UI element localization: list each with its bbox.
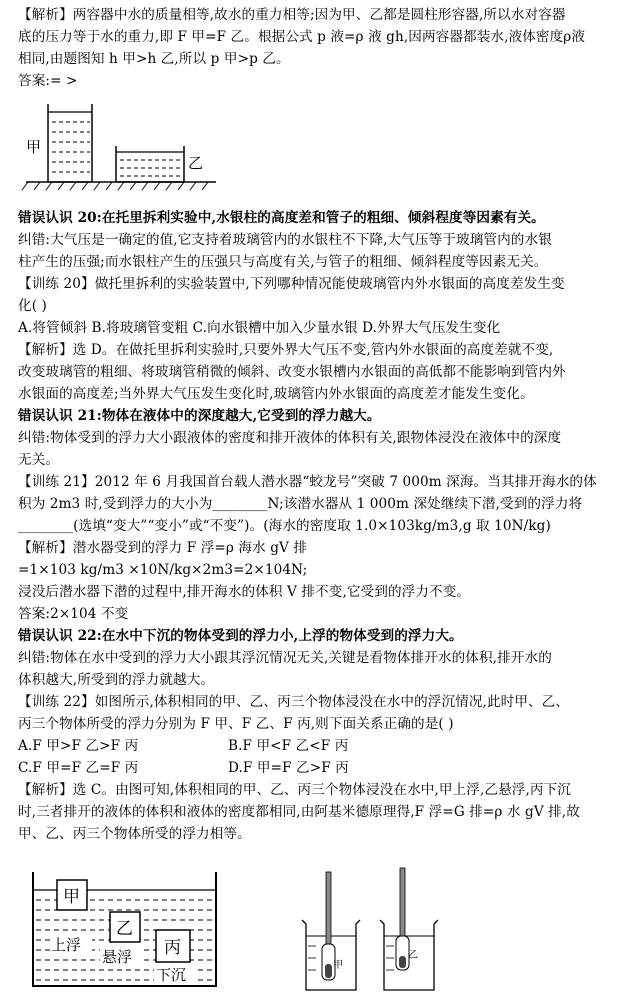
error20-analysis-2: 改变玻璃管的粗细、将玻璃管稍微的倾斜、改变水银槽内水银面的高低都不能影响到管内外 <box>18 364 566 380</box>
error21-answer: 答案:2×104 不变 <box>18 606 129 622</box>
error22-options-row1 <box>18 735 623 757</box>
error20-analysis-3: 水银面的高度差;当外界大气压发生变化时,玻璃管内外水银面的高度差才能发生变化。 <box>18 386 534 402</box>
error22-title: 错误认识 22:在水中下沉的物体受到的浮力小,上浮的物体受到的浮力大。 <box>18 628 463 644</box>
error20-question-1: 【训练 20】做托里拆利的实验装置中,下列哪种情况能使玻璃管内外水银面的高度差发生变 <box>18 276 565 292</box>
analysis1-answer: 答案:= > <box>18 73 78 89</box>
error20-correction-1: 纠错:大气压是一确定的值,它支持着玻璃管内的水银柱不下降,大气压等于玻璃管内的水银 <box>18 232 552 248</box>
fig3-yi: 乙 <box>408 950 418 961</box>
error22-question-2: 丙三个物体所受的浮力分别为 F 甲、F 乙、F 丙,则下面关系正确的是( ) <box>18 716 454 732</box>
error21-analysis-1: 【解析】潜水器受到的浮力 F 浮=ρ 海水 gV 排 <box>18 540 308 556</box>
error22-analysis-1: 【解析】选 C。由图可知,体积相同的甲、乙、丙三个物体浸没在水中,甲上浮,乙悬浮,丙下沉 <box>18 782 571 798</box>
option-d: D.F 甲=F 乙>F 丙 <box>228 760 349 776</box>
error20-options: A.将管倾斜 B.将玻璃管变粗 C.向水银槽中加入少量水银 D.外界大气压发生变化 <box>18 320 501 336</box>
figure-beakers <box>298 866 448 994</box>
analysis1-line1: 【解析】两容器中水的质量相等,故水的重力相等;因为甲、乙都是圆柱形容器,所以水对容器 <box>18 7 566 23</box>
error21-question-2: 积为 2m3 时,受到浮力的大小为________N;该潜水器从 1 000m 深处继续下潜,受到的浮力将 <box>18 496 583 512</box>
fig1-label-yi: 乙 <box>188 154 204 172</box>
fig3-jia: 甲 <box>333 960 343 971</box>
fig2-xuanfu: 悬浮 <box>102 948 133 966</box>
error22-analysis-2: 时,三者排开的液体的体积和液体的密度都相同,由阿基米德原理得,F 浮=G 排=ρ 水 gV 排,故 <box>18 804 580 820</box>
error21-question-1: 【训练 21】2012 年 6 月我国首台载人潜水器“蛟龙号”突破 7 000m 深海。当其排开海水的体 <box>18 474 597 490</box>
error21-question-3: ________(选填“变大”“变小”或“不变”)。(海水的密度取 1.0×103kg/m3,g 取 10N/kg) <box>18 518 551 534</box>
error22-options-row2 <box>18 757 623 779</box>
error20-correction-2: 柱产生的压强;而水银柱产生的压强只与高度有关,与管子的粗细、倾斜程度等因素无关。 <box>18 254 548 270</box>
figure-water-tank <box>30 868 220 990</box>
fig2-bing: 丙 <box>164 938 181 958</box>
error20-analysis-1: 【解析】选 D。在做托里拆利实验时,只要外界大气压不变,管内外水银面的高度差就不变, <box>18 342 554 358</box>
error21-title: 错误认识 21:物体在液体中的深度越大,它受到的浮力越大。 <box>18 408 381 424</box>
error22-analysis-3: 甲、乙、丙三个物体所受的浮力相等。 <box>18 826 251 842</box>
error21-analysis-3: 浸没后潜水器下潜的过程中,排开海水的体积 V 排不变,它受到的浮力不变。 <box>18 584 471 600</box>
error22-correction-1: 纠错:物体在水中受到的浮力大小跟其浮沉情况无关,关键是看物体排开水的体积,排开水的 <box>18 650 552 666</box>
option-b: B.F 甲<F 乙<F 丙 <box>228 738 349 754</box>
option-a: A.F 甲>F 乙>F 丙 <box>18 738 139 754</box>
figure-two-containers <box>20 100 220 192</box>
error20-title: 错误认识 20:在托里拆利实验中,水银柱的高度差和管子的粗细、倾斜程度等因素有关。 <box>18 210 545 226</box>
error22-correction-2: 体积越大,所受到的浮力就越大。 <box>18 672 215 688</box>
analysis1-line3: 相同,由题图知 h 甲>h 乙,所以 p 甲>p 乙。 <box>18 51 290 67</box>
fig2-xiachen: 下沉 <box>156 966 187 984</box>
fig1-label-jia: 甲 <box>26 138 42 156</box>
error21-correction-2: 无关。 <box>18 452 60 468</box>
fig2-yi: 乙 <box>116 919 133 939</box>
error20-question-2: 化( ) <box>18 298 47 314</box>
fig2-shangfu: 上浮 <box>51 936 82 954</box>
error21-analysis-2: =1×103 kg/m3 ×10N/kg×2m3=2×104N; <box>18 562 308 578</box>
error22-question-1: 【训练 22】如图所示,体积相同的甲、乙、丙三个物体浸没在水中的浮沉情况,此时甲、乙、 <box>18 694 570 710</box>
option-c: C.F 甲=F 乙=F 丙 <box>18 760 139 776</box>
error21-correction-1: 纠错:物体受到的浮力大小跟液体的密度和排开液体的体积有关,跟物体浸没在液体中的深度 <box>18 430 562 446</box>
analysis1-line2: 底的压力等于水的重力,即 F 甲=F 乙。根据公式 p 液=ρ 液 gh,因两容器都装水,液体密度ρ液 <box>18 29 586 45</box>
fig2-jia: 甲 <box>63 887 80 907</box>
